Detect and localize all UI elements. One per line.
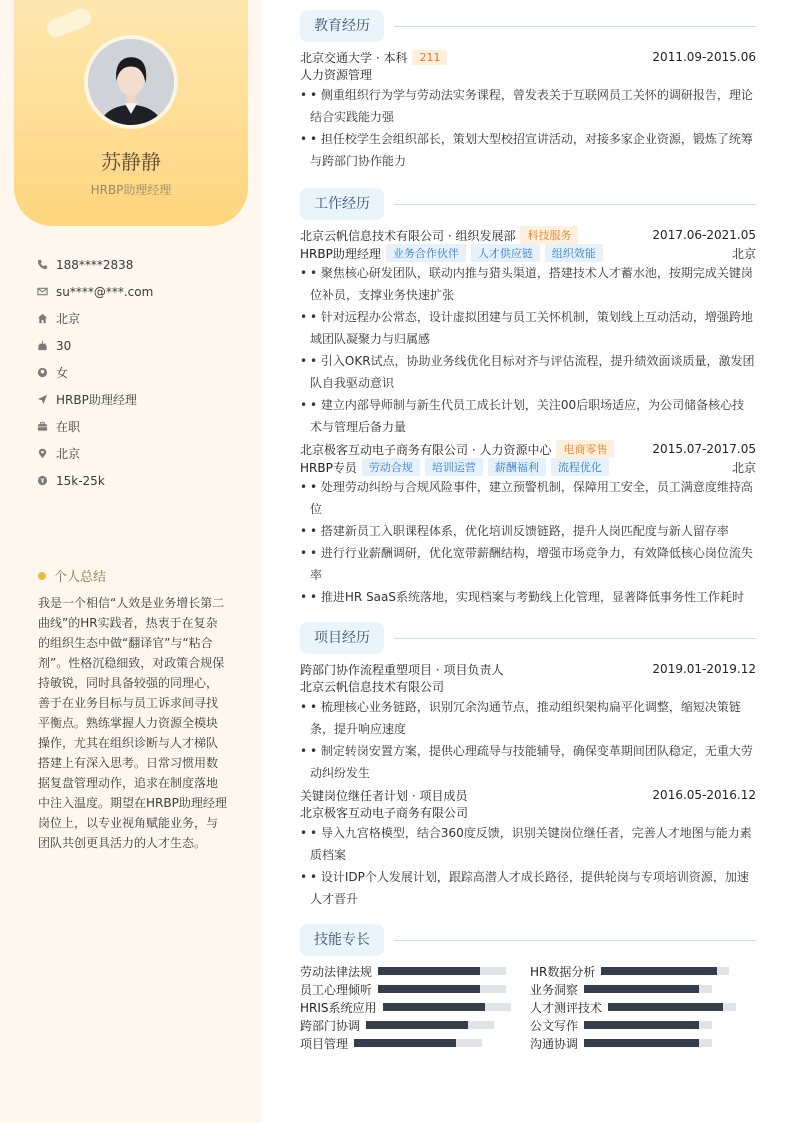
contact-city — [36, 305, 246, 332]
work-item-subhead — [300, 458, 756, 476]
skill-level-bar — [608, 1003, 736, 1011]
project-bullets — [300, 696, 756, 784]
work-item — [300, 226, 756, 438]
contact-phone — [36, 251, 246, 278]
phone-icon — [36, 259, 48, 271]
skill-tag: 薪酬福利 — [488, 458, 546, 476]
skills-heading-label: 技能专长 — [300, 924, 384, 956]
projects-heading — [300, 622, 756, 654]
list-item: • • 针对远程办公常态，设计虚拟团建与员工关怀机制，策划线上互动活动，增强跨地域团队凝聚力与归属感 — [300, 306, 756, 350]
summary-text: 我是一个相信“人效是业务增长第二曲线”的HR实践者，热衷于在复杂的组织生态中做“翻译官”与“粘合剂”。性格沉稳细致，对政策合规保持敏锐，同时具备较强的同理心，善于在业务目标与员工诉求间寻找平衡点。熟练掌握人力资源全模块操作，尤其在组织诊断与人才梯队搭建上有深入思考。日常习惯用数据复盘管理动作，追求在制度落地中注入温度。期望在HRBP助理经理岗位上，以专业视角赋能业务，与团队共创更具活力的人才生态。 — [38, 596, 227, 850]
work-date: 2015.07-2017.05 — [652, 442, 756, 456]
skill-level-fill — [378, 967, 480, 975]
skill-level-bar — [383, 1003, 511, 1011]
skill-level-bar — [354, 1039, 482, 1047]
work-item-subhead — [300, 244, 756, 262]
skills-grid — [300, 962, 756, 1052]
list-item: • • 担任校学生会组织部长，策划大型校招宣讲活动，对接多家企业资源，锻炼了统筹与跨部门协作能力 — [300, 128, 756, 172]
dot-icon — [38, 572, 46, 580]
avatar — [84, 35, 178, 129]
skill-level-fill — [584, 985, 699, 993]
work-city: 北京 — [731, 460, 756, 475]
project-date: 2019.01-2019.12 — [652, 662, 756, 676]
skill-item — [530, 1016, 756, 1034]
skill-tag: 人才供应链 — [471, 244, 540, 262]
skill-level-fill — [608, 1003, 723, 1011]
skill-name: 项目管理 — [300, 1036, 349, 1051]
position-name: HRBP专员 — [300, 460, 357, 475]
cake-icon — [36, 340, 48, 352]
school-name: 北京交通大学 · 本科 — [300, 50, 408, 65]
education-bullets — [300, 84, 756, 172]
skill-level-fill — [584, 1039, 699, 1047]
list-item: • • 搭建新员工入职课程体系，优化培训反馈链路，提升人岗匹配度与新人留存率 — [300, 520, 756, 542]
projects-heading-label: 项目经历 — [300, 622, 384, 654]
skills-section — [300, 924, 756, 1052]
skill-item — [530, 980, 756, 998]
skill-name: 跨部门协调 — [300, 1018, 361, 1033]
contact-list — [36, 251, 246, 494]
education-heading — [300, 10, 756, 42]
work-item — [300, 440, 756, 608]
list-item: • • 推进HR SaaS系统落地，实现档案与考勤线上化管理，显著降低事务性工作耗时 — [300, 586, 756, 608]
list-item: • • 制定转岗安置方案，提供心理疏导与技能辅导，确保变革期间团队稳定，无重大劳动纠纷发生 — [300, 740, 756, 784]
skill-name: HR数据分析 — [530, 964, 596, 979]
industry-tag: 科技服务 — [520, 226, 578, 244]
skill-level-bar — [378, 985, 506, 993]
skill-tag: 流程优化 — [551, 458, 609, 476]
skill-level-fill — [354, 1039, 456, 1047]
skill-item — [300, 980, 530, 998]
project-item — [300, 786, 756, 910]
project-date: 2016.05-2016.12 — [652, 788, 756, 802]
mail-icon — [36, 286, 48, 298]
project-bullets — [300, 822, 756, 910]
work-item-head — [300, 226, 756, 244]
list-item: • • 进行行业薪酬调研，优化宽带薪酬结构，增强市场竞争力，有效降低核心岗位流失率 — [300, 542, 756, 586]
contact-age — [36, 332, 246, 359]
skills-heading — [300, 924, 756, 956]
skill-name: 劳动法律法规 — [300, 964, 373, 979]
work-city: 北京 — [731, 246, 756, 261]
contact-age-value: 30 — [56, 338, 72, 353]
work-heading — [300, 188, 756, 220]
list-item: • • 侧重组织行为学与劳动法实务课程，曾发表关于互联网员工关怀的调研报告，理论结合实践能力强 — [300, 84, 756, 128]
school-tag: 211 — [412, 50, 447, 65]
contact-salary — [36, 467, 246, 494]
skill-tag: 组织效能 — [545, 244, 603, 262]
avatar-photo-icon — [88, 39, 174, 125]
list-item: • • 处理劳动纠纷与合规风险事件，建立预警机制，保障用工安全，员工满意度维持高位 — [300, 476, 756, 520]
skill-level-fill — [383, 1003, 485, 1011]
education-section — [300, 10, 756, 172]
contact-gender — [36, 359, 246, 386]
skill-level-bar — [378, 967, 506, 975]
contact-email-value: su****@***.com — [56, 284, 154, 299]
work-date: 2017.06-2021.05 — [652, 228, 756, 242]
list-item: • • 梳理核心业务链路，识别冗余沟通节点，推动组织架构扁平化调整，缩短决策链条，提升响应速度 — [300, 696, 756, 740]
skill-name: 员工心理倾听 — [300, 982, 373, 997]
contact-location — [36, 440, 246, 467]
company-name: 北京云帆信息技术有限公司 · 组织发展部 — [300, 228, 516, 243]
decorative-pill — [44, 6, 93, 40]
position-name: HRBP助理经理 — [300, 246, 381, 261]
skill-level-bar — [366, 1021, 494, 1029]
skill-level-fill — [366, 1021, 468, 1029]
skill-tag: 劳动合规 — [362, 458, 420, 476]
skill-name: 人才测评技术 — [530, 1000, 603, 1015]
summary-heading-label: 个人总结 — [54, 570, 107, 585]
skill-item — [530, 998, 756, 1016]
contact-status — [36, 413, 246, 440]
contact-city-value: 北京 — [56, 312, 81, 326]
skill-item — [300, 1034, 530, 1052]
contact-phone-value: 188****2838 — [56, 257, 134, 272]
profile-role: HRBP助理经理 — [90, 183, 172, 197]
send-icon — [36, 394, 48, 406]
project-item-head — [300, 786, 756, 804]
projects-section — [300, 622, 756, 910]
profile-name: 苏静静 — [101, 150, 161, 174]
location-pin-icon — [36, 448, 48, 460]
skill-level-bar — [584, 1021, 712, 1029]
work-bullets — [300, 262, 756, 438]
skill-name: 业务洞察 — [530, 982, 579, 997]
work-heading-label: 工作经历 — [300, 188, 384, 220]
project-company: 北京极客互动电子商务有限公司 — [300, 806, 469, 820]
education-heading-label: 教育经历 — [300, 10, 384, 42]
contact-gender-value: 女 — [56, 366, 69, 380]
contact-target-role — [36, 386, 246, 413]
list-item: • • 建立内部导师制与新生代员工成长计划，关注00后职场适应，为公司储备核心技术与管理后备力量 — [300, 394, 756, 438]
project-name: 关键岗位继任者计划 · 项目成员 — [300, 788, 468, 803]
summary-heading — [38, 566, 106, 585]
skill-name: 公文写作 — [530, 1018, 579, 1033]
skill-level-bar — [601, 967, 729, 975]
industry-tag: 电商零售 — [556, 440, 614, 458]
skill-tag: 业务合作伙伴 — [386, 244, 466, 262]
home-icon — [36, 313, 48, 325]
work-bullets — [300, 476, 756, 608]
skill-level-bar — [584, 1039, 712, 1047]
project-item-head — [300, 660, 756, 678]
divider — [394, 940, 756, 941]
list-item: • • 设计IDP个人发展计划，跟踪高潜人才成长路径，提供轮岗与专项培训资源，加速人才晋升 — [300, 866, 756, 910]
skill-tag: 培训运营 — [425, 458, 483, 476]
skill-name: 沟通协调 — [530, 1036, 579, 1051]
list-item: • • 聚焦核心研发团队，联动内推与猎头渠道，搭建技术人才蓄水池，按期完成关键岗位补员，支撑业务快速扩张 — [300, 262, 756, 306]
main-content — [300, 10, 756, 1052]
divider — [394, 638, 756, 639]
company-name: 北京极客互动电子商务有限公司 · 人力资源中心 — [300, 442, 552, 457]
sidebar — [0, 0, 262, 1123]
skill-item — [300, 1016, 530, 1034]
education-date: 2011.09-2015.06 — [652, 50, 756, 64]
contact-email — [36, 278, 246, 305]
skill-item — [300, 962, 530, 980]
gender-icon — [36, 367, 48, 379]
skill-item — [530, 1034, 756, 1052]
project-item — [300, 660, 756, 784]
work-section — [300, 188, 756, 608]
education-major: 人力资源管理 — [300, 68, 373, 82]
salary-icon — [36, 475, 48, 487]
skill-level-fill — [601, 967, 716, 975]
skill-level-bar — [584, 985, 712, 993]
briefcase-icon — [36, 421, 48, 433]
list-item: • • 引入OKR试点，协助业务线优化目标对齐与评估流程，提升绩效面谈质量，激发团队自我驱动意识 — [300, 350, 756, 394]
contact-status-value: 在职 — [56, 420, 81, 434]
work-item-head — [300, 440, 756, 458]
divider — [394, 26, 756, 27]
contact-location-value: 北京 — [56, 447, 81, 461]
skill-item — [300, 998, 530, 1016]
contact-target-role-value: HRBP助理经理 — [56, 393, 137, 407]
contact-salary-value: 15k-25k — [56, 473, 105, 488]
project-company: 北京云帆信息技术有限公司 — [300, 680, 445, 694]
skill-level-fill — [378, 985, 480, 993]
skill-item — [530, 962, 756, 980]
skill-level-fill — [584, 1021, 699, 1029]
education-item-head — [300, 48, 756, 66]
divider — [394, 204, 756, 205]
project-name: 跨部门协作流程重塑项目 · 项目负责人 — [300, 662, 504, 677]
skill-name: HRIS系统应用 — [300, 1000, 377, 1015]
list-item: • • 导入九宫格模型，结合360度反馈，识别关键岗位继任者，完善人才地图与能力素质档案 — [300, 822, 756, 866]
